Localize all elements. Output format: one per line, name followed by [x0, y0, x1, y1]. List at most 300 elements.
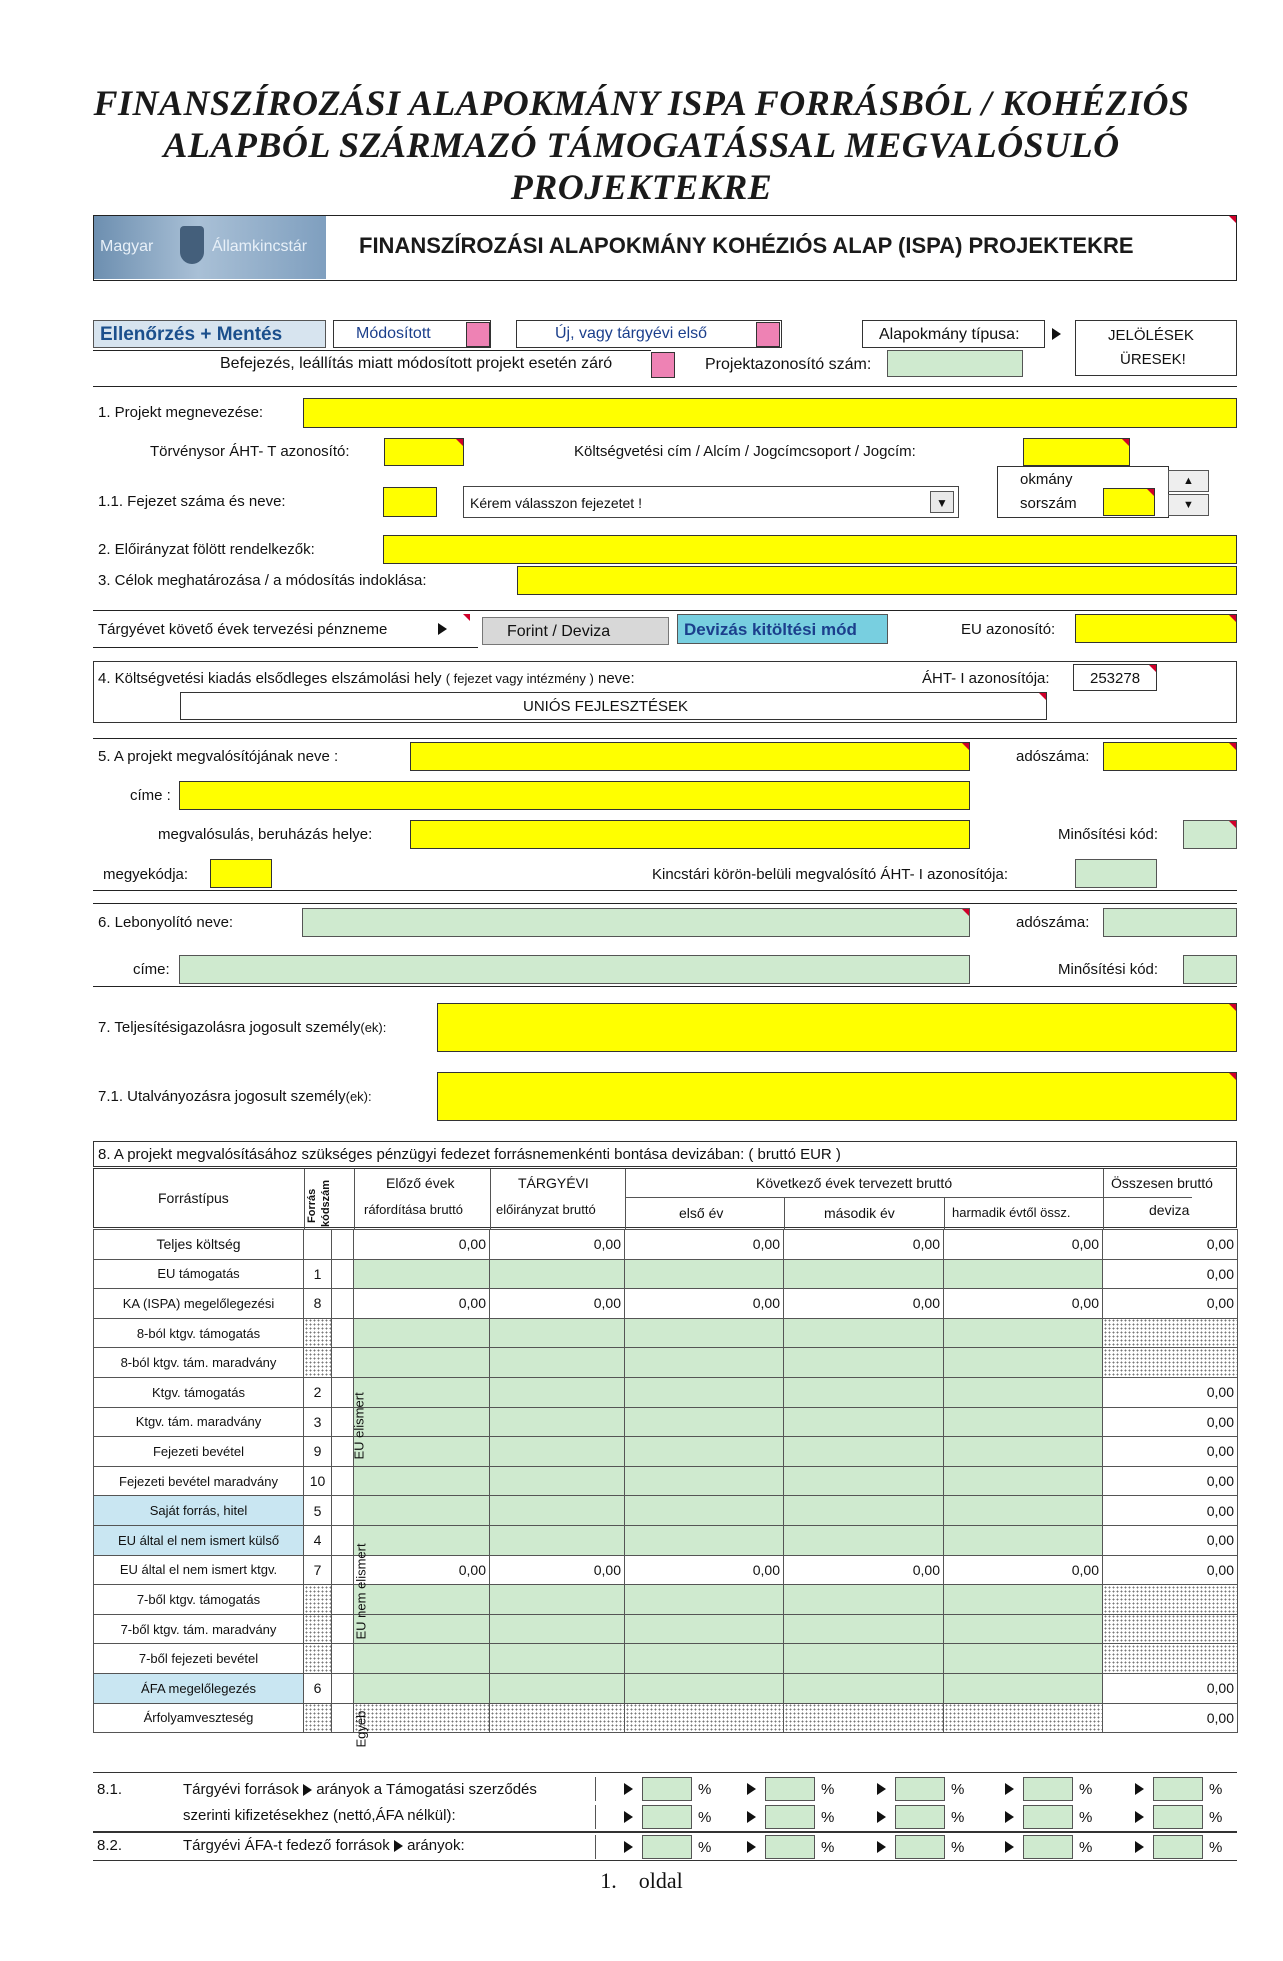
- amount-cell-cur[interactable]: [490, 1407, 625, 1437]
- location-input[interactable]: [410, 820, 970, 849]
- arrow-right-icon: [1005, 1841, 1014, 1853]
- ratio-input[interactable]: [1153, 1805, 1203, 1829]
- appropriation-input[interactable]: [383, 535, 1237, 564]
- amount-cell-y2[interactable]: [784, 1614, 944, 1644]
- chevron-down-icon[interactable]: ▼: [930, 491, 954, 513]
- arrow-right-icon: [624, 1841, 633, 1853]
- project-id-label: Projektazonosító szám:: [705, 356, 872, 373]
- amount-cell-prev: 0,00: [354, 1555, 490, 1585]
- arrow-right-icon: [1135, 1841, 1144, 1853]
- percent-sign: %: [821, 1839, 835, 1856]
- treasury-logo: [94, 216, 326, 279]
- aht-t-input[interactable]: [384, 438, 464, 466]
- divider: [595, 1805, 617, 1829]
- banner-heading: FINANSZÍROZÁSI ALAPOKMÁNY KOHÉZIÓS ALAP (ISPA) PROJEKTEKRE: [359, 233, 1134, 258]
- tax-number-input[interactable]: [1103, 742, 1237, 771]
- chapter-label: 1.1. Fejezet száma és neve:: [98, 493, 286, 510]
- amount-cell-y2: 0,00: [784, 1289, 944, 1319]
- amount-cell-cur: 0,00: [490, 1230, 625, 1260]
- county-code-label: megyekódja:: [103, 866, 189, 883]
- budget-title-label: Költségvetési cím / Alcím / Jogcímcsoport / Jogcím:: [574, 443, 916, 460]
- amount-cell-y3[interactable]: [944, 1318, 1103, 1348]
- new-first-checkbox[interactable]: [756, 322, 780, 347]
- percent-sign: %: [821, 1781, 835, 1798]
- row-label: KA (ISPA) megelőlegezési: [94, 1289, 304, 1319]
- budget-title-input[interactable]: [1023, 438, 1130, 466]
- arrow-right-icon: [1052, 328, 1061, 340]
- amount-cell-prev: 0,00: [354, 1230, 490, 1260]
- group-cell: [332, 1289, 354, 1319]
- amount-cell-y2[interactable]: [784, 1585, 944, 1615]
- doc-number-input[interactable]: [1103, 488, 1155, 516]
- spin-down-icon[interactable]: ▼: [1168, 494, 1209, 516]
- percent-sign: %: [951, 1839, 965, 1856]
- row-code: [304, 1318, 332, 1348]
- page-number: 1. oldal: [600, 1868, 683, 1893]
- table-row: [94, 1407, 1238, 1437]
- ratio-input[interactable]: [765, 1835, 815, 1859]
- amount-cell-y2: [784, 1703, 944, 1733]
- ratio-input[interactable]: [895, 1805, 945, 1829]
- document-title-line1: FINANSZÍROZÁSI ALAPOKMÁNY ISPA FORRÁSBÓL / KOHÉZIÓS: [93, 83, 1190, 123]
- row-label: Fejezeti bevétel: [94, 1437, 304, 1467]
- table-row: [94, 1644, 1238, 1674]
- document-title-line2: ALAPBÓL SZÁRMAZÓ TÁMOGATÁSSAL MEGVALÓSULÓ: [163, 125, 1120, 165]
- row-code: [304, 1348, 332, 1378]
- treasury-id-label: Kincstári körön-belüli megvalósító ÁHT- I azonosítója:: [652, 866, 1008, 883]
- amount-cell-y1: 0,00: [625, 1289, 784, 1319]
- amount-cell-prev[interactable]: [354, 1348, 490, 1378]
- amount-cell-prev: [354, 1703, 490, 1733]
- group-cell: [332, 1437, 354, 1467]
- percent-sign: %: [821, 1809, 835, 1826]
- divider: [595, 1835, 617, 1859]
- row-code: 1: [304, 1259, 332, 1289]
- amount-cell-y1[interactable]: [625, 1614, 784, 1644]
- amount-cell-y2[interactable]: [784, 1525, 944, 1555]
- divider: [595, 1777, 617, 1801]
- amount-cell-y3[interactable]: [944, 1348, 1103, 1378]
- amount-cell-cur[interactable]: [490, 1496, 625, 1526]
- amount-cell-y3[interactable]: [944, 1673, 1103, 1703]
- amount-cell-y2[interactable]: [784, 1466, 944, 1496]
- arrow-right-icon: [624, 1783, 633, 1795]
- row-code: 6: [304, 1673, 332, 1703]
- divider: [93, 890, 1237, 891]
- ratio-input[interactable]: [1153, 1777, 1203, 1801]
- section-8-heading-box: 8. A projekt megvalósításához szükséges pénzügyi fedezet forrásnemenkénti bontása devizában: ( bruttó EUR ): [93, 1141, 1237, 1167]
- chapter-select[interactable]: Kérem válasszon fejezetet ! ▼: [463, 486, 959, 518]
- amount-cell-y1[interactable]: [625, 1585, 784, 1615]
- amount-cell-prev[interactable]: [354, 1673, 490, 1703]
- amount-cell-y2[interactable]: [784, 1496, 944, 1526]
- row-label: Saját forrás, hitel: [94, 1496, 304, 1526]
- row-label: Árfolyamveszteség: [94, 1703, 304, 1733]
- ratio-input[interactable]: [895, 1777, 945, 1801]
- ratio-input[interactable]: [1023, 1777, 1073, 1801]
- amount-cell-prev[interactable]: [354, 1644, 490, 1674]
- amount-cell-y1[interactable]: [625, 1348, 784, 1378]
- amount-cell-y3[interactable]: [944, 1466, 1103, 1496]
- group-cell: [332, 1614, 354, 1644]
- row-code: [304, 1614, 332, 1644]
- row-code: [304, 1644, 332, 1674]
- row-code: 7: [304, 1555, 332, 1585]
- project-id-input[interactable]: [887, 350, 1023, 377]
- row-label: 7-ből ktgv. tám. maradvány: [94, 1614, 304, 1644]
- amount-cell-prev[interactable]: [354, 1407, 490, 1437]
- ratio-input[interactable]: [1023, 1805, 1073, 1829]
- row-total: [1103, 1348, 1238, 1378]
- amount-cell-y2: 0,00: [784, 1230, 944, 1260]
- goals-input[interactable]: [517, 566, 1237, 595]
- amount-cell-cur[interactable]: [490, 1585, 625, 1615]
- table-row: [94, 1673, 1238, 1703]
- qualification-code-input[interactable]: [1183, 820, 1237, 849]
- amount-cell-y3[interactable]: [944, 1525, 1103, 1555]
- amount-cell-cur[interactable]: [490, 1673, 625, 1703]
- project-name-input[interactable]: [303, 398, 1237, 428]
- amount-cell-y1[interactable]: [625, 1644, 784, 1674]
- group-cell: [332, 1555, 354, 1585]
- manager-qual-input[interactable]: [1183, 955, 1237, 984]
- row-code: 9: [304, 1437, 332, 1467]
- row-total: [1103, 1614, 1238, 1644]
- amount-cell-prev[interactable]: [354, 1437, 490, 1467]
- divider: [93, 986, 1237, 987]
- arrow-right-icon: [1135, 1811, 1144, 1823]
- currency-label: Tárgyévet követő évek tervezési pénzneme: [98, 621, 388, 638]
- row-code: [304, 1230, 332, 1260]
- modified-checkbox[interactable]: [466, 322, 490, 347]
- manager-tax-input[interactable]: [1103, 908, 1237, 937]
- amount-cell-y3[interactable]: [944, 1614, 1103, 1644]
- ratio-input[interactable]: [1023, 1835, 1073, 1859]
- divider: [93, 738, 1237, 739]
- row-total: 0,00: [1103, 1230, 1238, 1260]
- divider: [93, 386, 1237, 387]
- row-total: 0,00: [1103, 1703, 1238, 1733]
- row-label: EU támogatás: [94, 1259, 304, 1289]
- row-total: 0,00: [1103, 1555, 1238, 1585]
- ratio-input[interactable]: [642, 1835, 692, 1859]
- amount-cell-cur: 0,00: [490, 1555, 625, 1585]
- check-save-button[interactable]: Ellenőrzés + Mentés: [93, 320, 326, 348]
- row-total: 0,00: [1103, 1466, 1238, 1496]
- fx-mode-button[interactable]: Devizás kitöltési mód: [677, 614, 888, 644]
- new-first-label: Új, vagy tárgyévi első: [516, 320, 782, 348]
- percent-sign: %: [1079, 1839, 1093, 1856]
- ratio-input[interactable]: [1153, 1835, 1203, 1859]
- implementer-label: 5. A projekt megvalósítójának neve :: [98, 748, 339, 765]
- table-row: [94, 1259, 1238, 1289]
- amount-cell-y1[interactable]: [625, 1318, 784, 1348]
- divider: [93, 350, 651, 351]
- amount-cell-y2[interactable]: [784, 1673, 944, 1703]
- amount-cell-y1[interactable]: [625, 1525, 784, 1555]
- percent-sign: %: [1209, 1781, 1223, 1798]
- row-total: 0,00: [1103, 1673, 1238, 1703]
- row-code: [304, 1703, 332, 1733]
- row-code: 2: [304, 1377, 332, 1407]
- amount-cell-y1[interactable]: [625, 1466, 784, 1496]
- group-cell: [332, 1466, 354, 1496]
- amount-cell-y3[interactable]: [944, 1437, 1103, 1467]
- ratio-input[interactable]: [642, 1805, 692, 1829]
- manager-address-input[interactable]: [179, 955, 970, 984]
- group-cell: [332, 1230, 354, 1260]
- divider: [93, 647, 478, 648]
- table-row: [94, 1555, 1238, 1585]
- payment-label: 7.1. Utalványozásra jogosult személy(ek):: [98, 1088, 372, 1105]
- percent-sign: %: [1079, 1781, 1093, 1798]
- row-label: Teljes költség: [94, 1230, 304, 1260]
- closing-checkbox[interactable]: [651, 352, 675, 378]
- amount-cell-prev[interactable]: [354, 1496, 490, 1526]
- ratio-input[interactable]: [895, 1835, 945, 1859]
- divider: [93, 903, 1237, 904]
- row-total: 0,00: [1103, 1377, 1238, 1407]
- cert-input[interactable]: [437, 1003, 1237, 1052]
- row-code: 3: [304, 1407, 332, 1437]
- modified-checkbox-label: Módosított: [333, 320, 491, 348]
- amount-cell-prev[interactable]: [354, 1259, 490, 1289]
- amount-cell-y2[interactable]: [784, 1318, 944, 1348]
- appropriation-label: 2. Előirányzat fölött rendelkezők:: [98, 541, 315, 558]
- ratio-input[interactable]: [765, 1777, 815, 1801]
- amount-cell-cur[interactable]: [490, 1644, 625, 1674]
- amount-cell-y1[interactable]: [625, 1673, 784, 1703]
- arrow-right-icon: [438, 623, 447, 635]
- implementer-input[interactable]: [410, 742, 970, 771]
- eu-id-input[interactable]: [1075, 614, 1237, 643]
- manager-tax-label: adószáma:: [1016, 914, 1090, 931]
- group-other: Egyéb: [353, 1710, 369, 1748]
- funding-table: [93, 1229, 1238, 1733]
- row-label: EU által el nem ismert külső: [94, 1525, 304, 1555]
- percent-sign: %: [951, 1809, 965, 1826]
- row-code: [304, 1585, 332, 1615]
- amount-cell-cur: 0,00: [490, 1289, 625, 1319]
- table-row: [94, 1496, 1238, 1526]
- table-row: [94, 1377, 1238, 1407]
- type-label-box: Alapokmány típusa:: [862, 320, 1045, 348]
- amount-cell-y1: 0,00: [625, 1555, 784, 1585]
- location-label: megvalósulás, beruházás helye:: [158, 826, 373, 843]
- row-total: [1103, 1644, 1238, 1674]
- treasury-id-input[interactable]: [1075, 859, 1157, 888]
- cert-label: 7. Teljesítésigazolásra jogosult személy(ek):: [98, 1019, 387, 1036]
- marks-empty-box: JELÖLÉSEK ÜRESEK!: [1075, 320, 1237, 376]
- row-label: Fejezeti bevétel maradvány: [94, 1466, 304, 1496]
- amount-cell-y1[interactable]: [625, 1496, 784, 1526]
- amount-cell-y1[interactable]: [625, 1377, 784, 1407]
- table-row: [94, 1466, 1238, 1496]
- row-label: Ktgv. tám. maradvány: [94, 1407, 304, 1437]
- arrow-right-icon: [877, 1841, 886, 1853]
- amount-cell-prev[interactable]: [354, 1614, 490, 1644]
- group-cell: [332, 1259, 354, 1289]
- amount-cell-prev[interactable]: [354, 1585, 490, 1615]
- group-cell: [332, 1525, 354, 1555]
- row-label: EU által el nem ismert ktgv.: [94, 1555, 304, 1585]
- logo-text-left: Magyar: [100, 238, 154, 255]
- amount-cell-y2[interactable]: [784, 1259, 944, 1289]
- row-total: 0,00: [1103, 1407, 1238, 1437]
- qualification-code-label: Minősítési kód:: [1058, 826, 1159, 843]
- primary-place-name-box[interactable]: UNIÓS FEJLESZTÉSEK: [180, 692, 1047, 720]
- row-code: 4: [304, 1525, 332, 1555]
- amount-cell-y1[interactable]: [625, 1437, 784, 1467]
- manager-address-label: címe:: [133, 961, 170, 978]
- section-8-1-text-1: Tárgyévi források arányok a Támogatási szerződés: [183, 1781, 537, 1798]
- spin-up-icon[interactable]: ▲: [1168, 470, 1209, 492]
- table-row: [94, 1437, 1238, 1467]
- percent-sign: %: [698, 1781, 712, 1798]
- amount-cell-cur: [490, 1703, 625, 1733]
- percent-sign: %: [698, 1839, 712, 1856]
- row-code: 5: [304, 1496, 332, 1526]
- percent-sign: %: [1209, 1839, 1223, 1856]
- group-eu-recognized: EU elismert: [351, 1392, 367, 1460]
- goals-label: 3. Célok meghatározása / a módosítás indoklása:: [98, 572, 427, 589]
- amount-cell-y1: 0,00: [625, 1230, 784, 1260]
- address-label: címe :: [130, 787, 171, 804]
- row-total: [1103, 1318, 1238, 1348]
- amount-cell-cur[interactable]: [490, 1437, 625, 1467]
- amount-cell-y2[interactable]: [784, 1377, 944, 1407]
- arrow-right-icon: [624, 1811, 633, 1823]
- amount-cell-y2[interactable]: [784, 1644, 944, 1674]
- amount-cell-prev[interactable]: [354, 1377, 490, 1407]
- table-row: [94, 1525, 1238, 1555]
- eu-id-label: EU azonosító:: [961, 621, 1056, 638]
- address-input[interactable]: [179, 781, 970, 810]
- group-cell: [332, 1673, 354, 1703]
- section-8-1-box: 8.1. Tárgyévi források arányok a Támogatási szerződés szerinti kifizetésekhez (nettó,ÁFA nélkül): 8.2. Tárgyévi ÁFA-t fedező források arányok: % % % % % % % % % % % % % % %: [93, 1772, 1237, 1861]
- primary-place-label: 4. Költségvetési kiadás elsődleges elszámolási hely ( fejezet vagy intézmény ) neve:: [98, 670, 635, 687]
- amount-cell-y1: [625, 1703, 784, 1733]
- table-row: [94, 1703, 1238, 1733]
- arrow-right-icon: [1005, 1783, 1014, 1795]
- row-total: 0,00: [1103, 1289, 1238, 1319]
- arrow-right-icon: [1005, 1811, 1014, 1823]
- divider: [93, 610, 1237, 611]
- currency-button[interactable]: Forint / Deviza: [482, 617, 669, 645]
- amount-cell-cur[interactable]: [490, 1525, 625, 1555]
- arrow-right-icon: [877, 1783, 886, 1795]
- percent-sign: %: [1079, 1809, 1093, 1826]
- table-row: [94, 1289, 1238, 1319]
- comment-marker: [462, 614, 470, 622]
- amount-cell-cur[interactable]: [490, 1348, 625, 1378]
- amount-cell-cur[interactable]: [490, 1318, 625, 1348]
- amount-cell-prev[interactable]: [354, 1466, 490, 1496]
- row-total: 0,00: [1103, 1259, 1238, 1289]
- row-label: 8-ból ktgv. tám. maradvány: [94, 1348, 304, 1378]
- logo-text-right: Államkincstár: [212, 238, 308, 255]
- manager-name-label: 6. Lebonyolító neve:: [98, 914, 234, 931]
- amount-cell-y3[interactable]: [944, 1496, 1103, 1526]
- row-label: 8-ból ktgv. támogatás: [94, 1318, 304, 1348]
- table-row: [94, 1348, 1238, 1378]
- comment-marker: [1226, 216, 1236, 226]
- banner: [93, 215, 1237, 281]
- amount-cell-y3[interactable]: [944, 1377, 1103, 1407]
- amount-cell-prev[interactable]: [354, 1318, 490, 1348]
- group-cell: [332, 1585, 354, 1615]
- amount-cell-y3[interactable]: [944, 1259, 1103, 1289]
- amount-cell-y2[interactable]: [784, 1437, 944, 1467]
- amount-cell-prev[interactable]: [354, 1525, 490, 1555]
- ratio-input[interactable]: [642, 1777, 692, 1801]
- row-total: 0,00: [1103, 1437, 1238, 1467]
- amount-cell-y3[interactable]: [944, 1407, 1103, 1437]
- arrow-right-icon: [747, 1811, 756, 1823]
- county-code-input[interactable]: [210, 859, 272, 888]
- row-label: 7-ből ktgv. támogatás: [94, 1585, 304, 1615]
- group-eu-not-recognized: EU nem elismert: [353, 1543, 369, 1640]
- table-row: [94, 1230, 1238, 1260]
- payment-input[interactable]: [437, 1072, 1237, 1121]
- amount-cell-y3[interactable]: [944, 1644, 1103, 1674]
- manager-name-input[interactable]: [302, 908, 970, 937]
- amount-cell-y2[interactable]: [784, 1348, 944, 1378]
- group-cell: [332, 1496, 354, 1526]
- amount-cell-y3[interactable]: [944, 1585, 1103, 1615]
- arrow-right-icon: [747, 1841, 756, 1853]
- amount-cell-cur[interactable]: [490, 1466, 625, 1496]
- amount-cell-y1[interactable]: [625, 1259, 784, 1289]
- amount-cell-y3: 0,00: [944, 1555, 1103, 1585]
- doc-number-box: okmány sorszám: [997, 466, 1169, 518]
- arrow-right-icon: [1135, 1783, 1144, 1795]
- group-cell: [332, 1644, 354, 1674]
- chapter-number-input[interactable]: [383, 487, 437, 517]
- manager-qual-label: Minősítési kód:: [1058, 961, 1159, 978]
- closing-label: Befejezés, leállítás miatt módosított projekt esetén záró: [220, 355, 613, 372]
- amount-cell-y2[interactable]: [784, 1407, 944, 1437]
- group-cell: [332, 1348, 354, 1378]
- percent-sign: %: [951, 1781, 965, 1798]
- tax-number-label: adószáma:: [1016, 748, 1090, 765]
- group-cell: [332, 1377, 354, 1407]
- ratio-input[interactable]: [765, 1805, 815, 1829]
- row-label: 7-ből fejezeti bevétel: [94, 1644, 304, 1674]
- group-cell: [332, 1318, 354, 1348]
- section-8-2-text: Tárgyévi ÁFA-t fedező források arányok:: [183, 1837, 465, 1854]
- amount-cell-cur[interactable]: [490, 1614, 625, 1644]
- group-cell: [332, 1407, 354, 1437]
- table-row: [94, 1585, 1238, 1615]
- table-row: [94, 1614, 1238, 1644]
- amount-cell-cur[interactable]: [490, 1377, 625, 1407]
- row-label: ÁFA megelőlegezés: [94, 1673, 304, 1703]
- aht-t-label: Törvénysor ÁHT- T azonosító:: [150, 443, 350, 460]
- amount-cell-y2: 0,00: [784, 1555, 944, 1585]
- aht-i-value-box: 253278: [1073, 664, 1157, 691]
- section-8-header: Forrástípus Forrás kódszám Előző évek ráfordítása bruttó TÁRGYÉVI előirányzat bruttó Következő évek tervezett bruttó első év második év harmadik évtől össz. Összesen bruttó deviza: [93, 1168, 1237, 1228]
- row-total: [1103, 1585, 1238, 1615]
- table-row: [94, 1318, 1238, 1348]
- aht-i-label: ÁHT- I azonosítója:: [922, 670, 1050, 687]
- amount-cell-cur[interactable]: [490, 1259, 625, 1289]
- amount-cell-y1[interactable]: [625, 1407, 784, 1437]
- project-name-label: 1. Projekt megnevezése:: [98, 404, 264, 421]
- coat-of-arms-icon: [180, 226, 204, 264]
- amount-cell-y3: 0,00: [944, 1230, 1103, 1260]
- amount-cell-y3: 0,00: [944, 1289, 1103, 1319]
